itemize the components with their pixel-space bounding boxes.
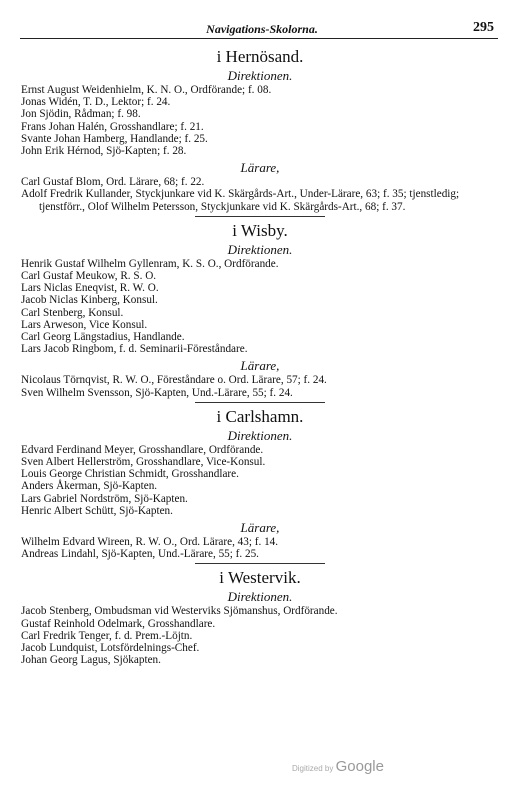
running-title: Navigations-Skolorna. <box>206 22 318 36</box>
city-heading-carlshamn: i Carlshamn. <box>216 406 304 426</box>
section-divider <box>195 402 325 403</box>
direktionen-heading: Direktionen. <box>227 427 293 443</box>
list-item: Nicolaus Törnqvist, R. W. O., Föreståndare o. Ord. Lärare, 57; f. 24. <box>21 374 327 387</box>
list-item: Adolf Fredrik Kullander, Styckjunkare vid K. Skärgårds-Art., Under-Lärare, 63; f. 35; tjenstledig; tjenstförr., Olof Wilhelm Petersson, Styckjunkare vid K. Skärgårds-Art., 68; f. 37. <box>21 188 460 213</box>
list-item: Carl Stenberg, Konsul. <box>21 306 124 319</box>
watermark-brand: Google <box>335 758 384 775</box>
city-heading-westervik: i Westervik. <box>219 568 301 588</box>
direktionen-heading: Direktionen. <box>227 589 293 605</box>
list-item: Carl Gustaf Meukow, R. S. O. <box>21 270 157 283</box>
list-item: Jacob Stenberg, Ombudsman vid Westerviks Sjömanshus, Ordförande. <box>21 605 338 618</box>
larare-heading: Lärare, <box>240 358 280 374</box>
city-heading-wisby: i Wisby. <box>232 220 288 240</box>
list-item: Henric Albert Schütt, Sjö-Kapten. <box>21 504 173 517</box>
header-rule <box>20 38 498 39</box>
list-item: Johan Georg Lagus, Sjökapten. <box>21 654 161 667</box>
city-heading-hernosand: i Hernösand. <box>216 47 304 66</box>
list-item: Carl Gustaf Blom, Ord. Lärare, 68; f. 22. <box>21 176 205 189</box>
list-item: Jon Sjödin, Rådman; f. 98. <box>21 108 141 121</box>
list-item: Lars Jacob Ringbom, f. d. Seminarii-Föreståndare. <box>21 343 248 356</box>
list-item: Louis George Christian Schmidt, Grosshandlare. <box>21 468 239 481</box>
direktionen-heading: Direktionen. <box>227 241 293 257</box>
list-item: John Erik Hérnod, Sjö-Kapten; f. 28. <box>21 145 187 158</box>
watermark-prefix: Digitized by <box>292 764 334 773</box>
list-item: Lars Arweson, Vice Konsul. <box>21 318 148 331</box>
list-item: Jacob Lundquist, Lotsfördelnings-Chef. <box>21 642 200 655</box>
list-item: Lars Niclas Eneqvist, R. W. O. <box>21 282 159 295</box>
section-divider <box>195 216 325 217</box>
list-item: Svante Johan Hamberg, Handlande; f. 25. <box>21 132 208 145</box>
list-item: Jacob Niclas Kinberg, Konsul. <box>21 294 158 307</box>
list-item: Wilhelm Edvard Wireen, R. W. O., Ord. Lärare, 43; f. 14. <box>21 536 279 549</box>
list-item: Anders Åkerman, Sjö-Kapten. <box>21 480 158 493</box>
page-header <box>20 22 504 44</box>
list-item: Ernst August Weidenhielm, K. N. O., Ordförande; f. 08. <box>21 84 272 96</box>
list-item: Sven Albert Hellerström, Grosshandlare, Vice-Konsul. <box>21 456 266 469</box>
list-item: Gustaf Reinhold Odelmark, Grosshandlare. <box>21 617 216 630</box>
list-item: Carl Fredrik Tenger, f. d. Prem.-Löjtn. <box>21 629 193 642</box>
list-item: Carl Georg Längstadius, Handlande. <box>21 331 185 344</box>
list-item: Edvard Ferdinand Meyer, Grosshandlare, Ordförande. <box>21 443 264 456</box>
direktionen-heading: Direktionen. <box>227 68 293 83</box>
larare-heading: Lärare, <box>240 160 280 176</box>
list-item: Jonas Widén, T. D., Lektor; f. 24. <box>21 96 171 109</box>
digitization-watermark <box>292 758 384 775</box>
list-item: Lars Gabriel Nordström, Sjö-Kapten. <box>21 492 188 505</box>
page-body <box>21 47 499 667</box>
list-item: Henrik Gustaf Wilhelm Gyllenram, K. S. O., Ordförande. <box>21 257 279 270</box>
page-number: 295 <box>473 20 494 35</box>
larare-heading: Lärare, <box>240 520 280 536</box>
list-item: Andreas Lindahl, Sjö-Kapten, Und.-Lärare, 55; f. 25. <box>21 548 259 561</box>
list-item: Frans Johan Halén, Grosshandlare; f. 21. <box>21 120 204 133</box>
list-item: Sven Wilhelm Svensson, Sjö-Kapten, Und.-Lärare, 55; f. 24. <box>21 386 293 399</box>
section-divider <box>195 563 325 564</box>
